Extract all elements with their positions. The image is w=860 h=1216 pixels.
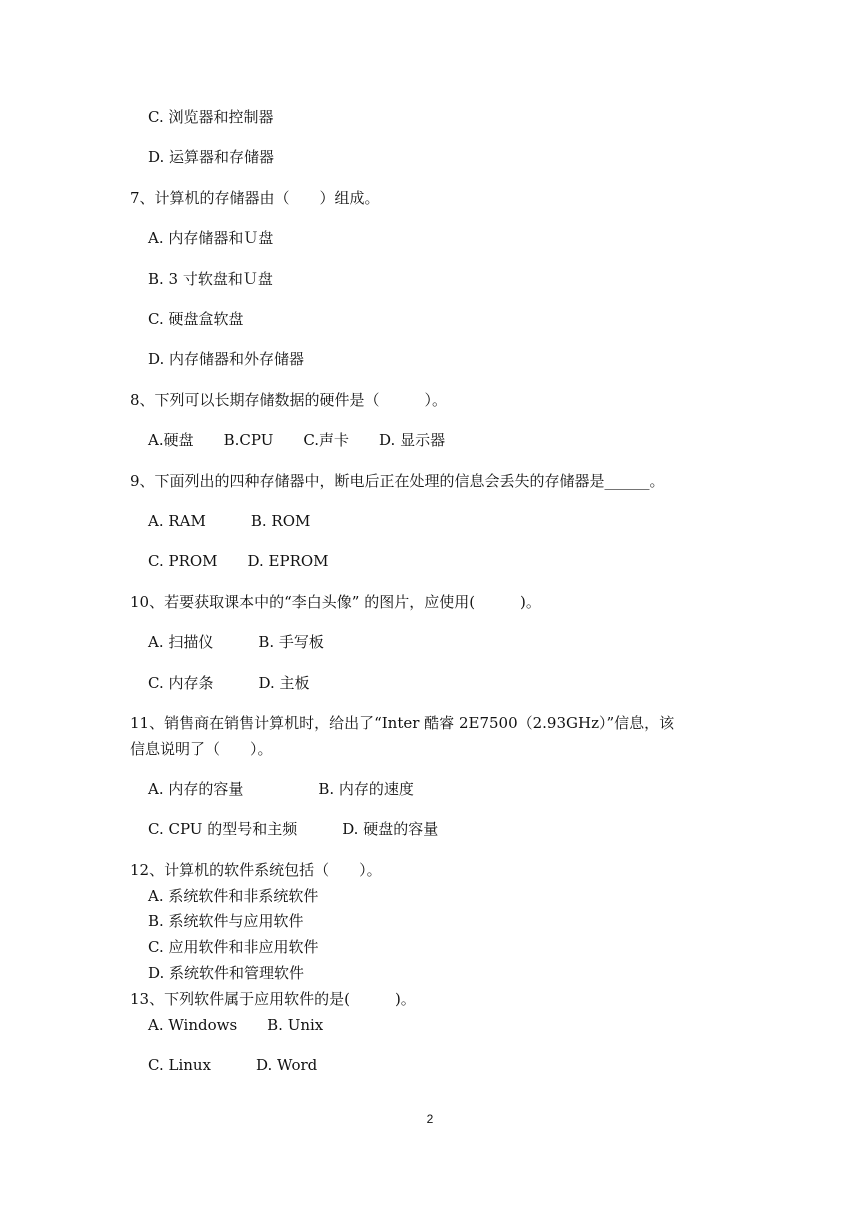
q10-options-ab: A. 扫描仪 B. 手写板 [148, 633, 324, 651]
q6-option-c: C. 浏览器和控制器 [148, 108, 274, 126]
question-9: 9、下面列出的四种存储器中，断电后正在处理的信息会丢失的存储器是______。 [130, 472, 665, 490]
q7-option-c: C. 硬盘盒软盘 [148, 310, 244, 328]
question-11-line-2: 信息说明了（ ）。 [130, 740, 273, 758]
q12-option-b: B. 系统软件与应用软件 [148, 912, 304, 930]
q13-options-ab: A. Windows B. Unix [148, 1016, 324, 1034]
question-8: 8、下列可以长期存储数据的硬件是（ ）。 [130, 391, 448, 409]
q8-options: A.硬盘 B.CPU C.声卡 D. 显示器 [148, 431, 446, 449]
q9-options-cd: C. PROM D. EPROM [148, 552, 329, 570]
question-11-line-1: 11、销售商在销售计算机时，给出了“Inter 酷睿 2E7500（2.93GHz）”信息，该 [130, 714, 675, 732]
question-12: 12、计算机的软件系统包括（ ）。 [130, 861, 382, 879]
question-10: 10、若要获取课本中的“李白头像” 的图片，应使用( )。 [130, 593, 541, 611]
q7-option-b: B. 3 寸软盘和Ｕ盘 [148, 270, 273, 288]
question-7: 7、计算机的存储器由（ ）组成。 [130, 189, 380, 207]
q12-option-a: A. 系统软件和非系统软件 [148, 887, 319, 905]
q11-options-ab: A. 内存的容量 B. 内存的速度 [148, 780, 414, 798]
q6-option-d: D. 运算器和存储器 [148, 148, 275, 166]
q12-option-c: C. 应用软件和非应用软件 [148, 938, 319, 956]
q13-options-cd: C. Linux D. Word [148, 1056, 318, 1074]
question-13: 13、下列软件属于应用软件的是( )。 [130, 990, 416, 1008]
page-number: 2 [426, 1112, 434, 1126]
q7-option-a: A. 内存储器和Ｕ盘 [148, 229, 274, 247]
q10-options-cd: C. 内存条 D. 主板 [148, 674, 310, 692]
q11-options-cd: C. CPU 的型号和主频 D. 硬盘的容量 [148, 820, 439, 838]
q9-options-ab: A. RAM B. ROM [148, 512, 311, 530]
q7-option-d: D. 内存储器和外存储器 [148, 350, 305, 368]
q12-option-d: D. 系统软件和管理软件 [148, 964, 305, 982]
